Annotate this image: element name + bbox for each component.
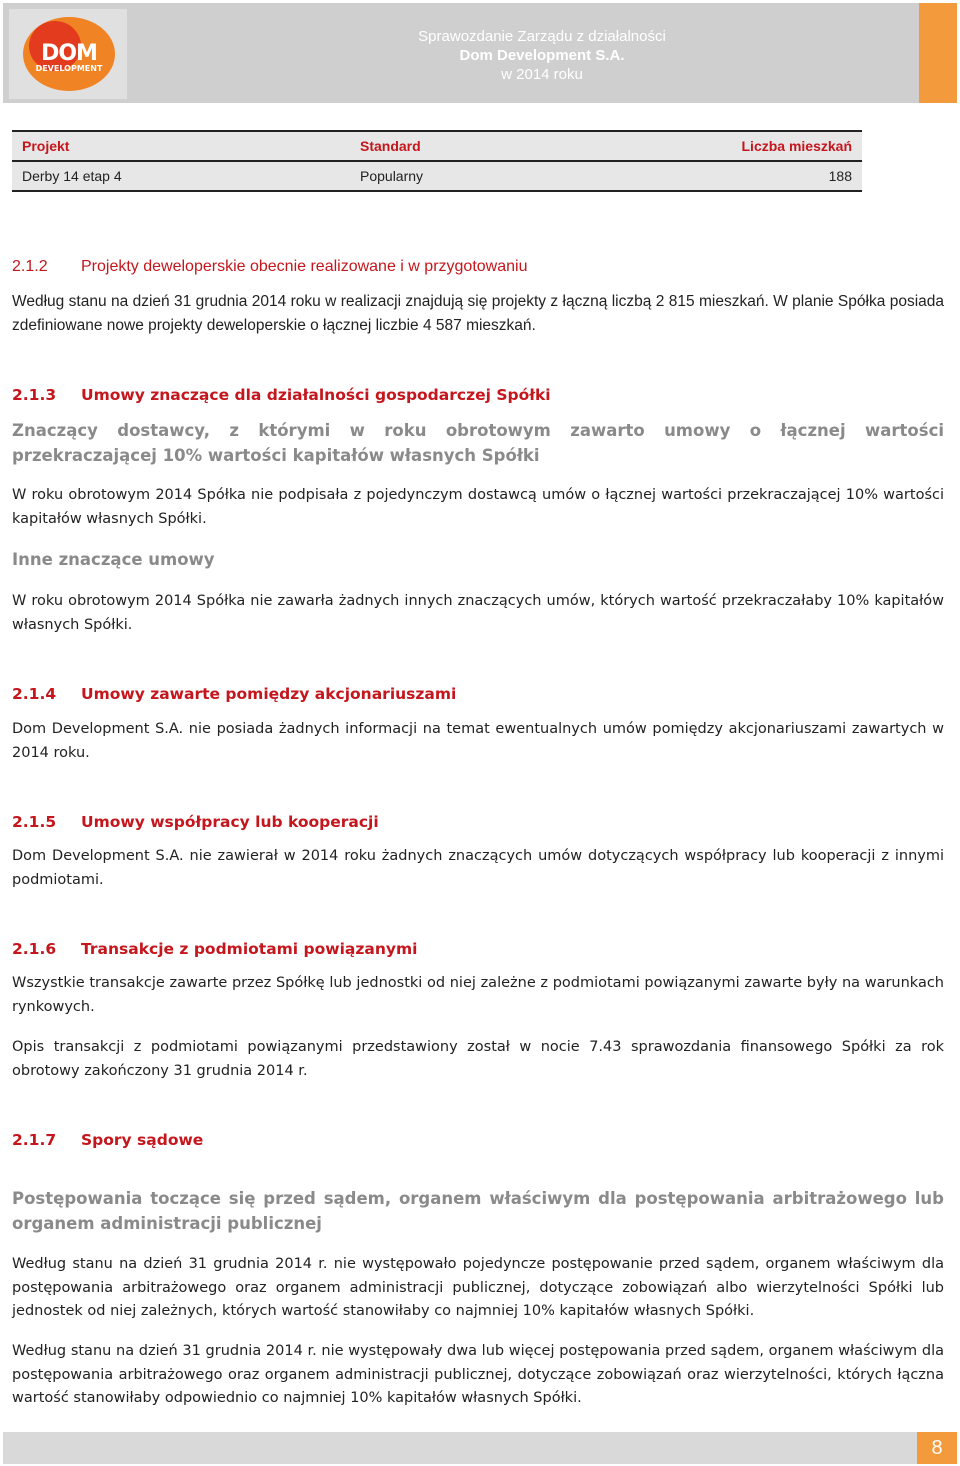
section-heading-2-1-7 xyxy=(12,1131,203,1149)
report-title xyxy=(303,27,781,84)
section-title: Umowy współpracy lub kooperacji xyxy=(81,813,379,831)
paragraph-2-1-2: Według stanu na dzień 31 grudnia 2014 roku w realizacji znajdują się projekty z łączną liczbą 2 815 mieszkań. W planie Spółka posiada zdefiniowane nowe projekty deweloperskie o łącznej liczbie 4 587 mieszkań. xyxy=(12,293,944,334)
section-number: 2.1.4 xyxy=(12,685,57,703)
header-accent-tab xyxy=(919,3,957,103)
report-title-line1: Sprawozdanie Zarządu z działalności xyxy=(418,28,666,45)
paragraph-2-1-7-a: Według stanu na dzień 31 grudnia 2014 r. nie występowało pojedyncze postępowanie przed sądem, organem właściwym dla postępowania arbitrażowego oraz organem administracji publicznej, dotyczące zobowiązań albo wierzytelności Spółki lub jednostek od niej zależnych, których wartość stanowiłaby co najmniej 10% kapitałów własnych Spółki. xyxy=(12,1256,944,1319)
section-heading-2-1-3 xyxy=(12,386,551,404)
table-cell-count: 188 xyxy=(828,168,852,184)
subheading-other-agreements: Inne znaczące umowy xyxy=(12,550,215,569)
logo xyxy=(9,9,127,99)
subheading-suppliers: Znaczący dostawcy, z którymi w roku obrotowym zawarto umowy o łącznej wartości przekraczającej 10% wartości kapitałów własnych Spółki xyxy=(12,421,944,465)
paragraph-suppliers: W roku obrotowym 2014 Spółka nie podpisała z pojedynczym dostawcą umów o łącznej wartości przekraczającej 10% wartości kapitałów własnych Spółki. xyxy=(12,487,944,527)
section-title: Transakcje z podmiotami powiązanymi xyxy=(81,940,418,958)
section-number: 2.1.7 xyxy=(12,1131,57,1149)
section-heading-2-1-4 xyxy=(12,685,456,703)
subheading-proceedings: Postępowania toczące się przed sądem, organem właściwym dla postępowania arbitrażowego lub organem administracji publicznej xyxy=(12,1189,944,1233)
section-title: Projekty deweloperskie obecnie realizowane i w przygotowaniu xyxy=(81,258,528,275)
page-footer xyxy=(3,1432,957,1464)
section-heading-2-1-6 xyxy=(12,940,417,958)
logo-text: DOM xyxy=(41,41,97,66)
paragraph-2-1-7-b: Według stanu na dzień 31 grudnia 2014 r. nie występowały dwa lub więcej postępowania przed sądem, organem właściwym dla postępowania arbitrażowego oraz organem administracji publicznej, dotyczące zobowiązań oraz wierzytelności, których łączna wartość stanowiłaby odpowiednio co najmniej 10% kapitałów własnych Spółki. xyxy=(12,1343,944,1406)
section-heading-2-1-5 xyxy=(12,813,379,831)
paragraph-other-agreements: W roku obrotowym 2014 Spółka nie zawarła żadnych innych znaczących umów, których wartość przekraczałaby 10% kapitałów własnych Spółki. xyxy=(12,593,944,633)
logo-subtext: DEVELOPMENT xyxy=(35,64,103,73)
table-cell-project: Derby 14 etap 4 xyxy=(22,168,122,184)
paragraph-2-1-5: Dom Development S.A. nie zawierał w 2014 roku żadnych znaczących umów dotyczących współpracy lub kooperacji z innymi podmiotami. xyxy=(12,848,944,888)
projects-table xyxy=(12,130,862,192)
page-number: 8 xyxy=(917,1432,957,1464)
paragraph-2-1-4: Dom Development S.A. nie posiada żadnych informacji na temat ewentualnych umów pomiędzy akcjonariuszami zawartych w 2014 roku. xyxy=(12,721,944,761)
section-title: Spory sądowe xyxy=(81,1131,204,1149)
table-header-project: Projekt xyxy=(22,138,70,154)
section-number: 2.1.5 xyxy=(12,813,57,831)
section-heading-2-1-2 xyxy=(12,258,527,276)
section-number: 2.1.3 xyxy=(12,386,57,404)
page-header xyxy=(3,3,957,103)
report-title-line3: w 2014 roku xyxy=(501,66,583,83)
table-header-row xyxy=(12,130,862,162)
section-title: Umowy zawarte pomiędzy akcjonariuszami xyxy=(81,685,457,703)
table-header-count: Liczba mieszkań xyxy=(741,138,852,154)
section-title: Umowy znaczące dla działalności gospodarczej Spółki xyxy=(81,386,551,404)
table-row xyxy=(12,162,862,192)
paragraph-2-1-6-a: Wszystkie transakcje zawarte przez Spółkę lub jednostki od niej zależne z podmiotami powiązanymi zawarte były na warunkach rynkowych. xyxy=(12,975,944,1015)
table-cell-standard: Popularny xyxy=(360,168,424,184)
paragraph-2-1-6-b: Opis transakcji z podmiotami powiązanymi przedstawiony został w nocie 7.43 sprawozdania finansowego Spółki za rok obrotowy zakończony 31 grudnia 2014 r. xyxy=(12,1039,944,1079)
section-number: 2.1.6 xyxy=(12,940,57,958)
section-number: 2.1.2 xyxy=(12,258,48,275)
table-header-standard: Standard xyxy=(360,138,421,154)
report-title-line2: Dom Development S.A. xyxy=(459,47,625,64)
